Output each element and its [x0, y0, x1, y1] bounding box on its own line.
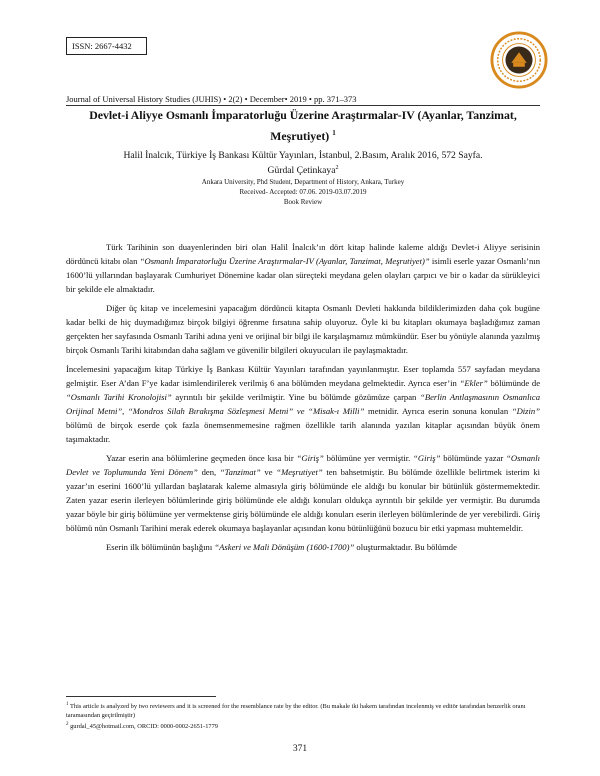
reviewer-footnote-ref: 2 — [335, 165, 339, 171]
paragraph-5: Eserin ilk bölümünün başlığını “Askeri ve Mali Dönüşüm (1600-1700)” oluşturmaktadır. Bu bölümde — [106, 542, 457, 552]
footnote-2: $^2$ gurdal_45@hotmail.com, ORCID: 0000-0002-2651-1779 — [66, 722, 218, 731]
paragraph-4: Yazar eserin ana bölümlerine geçmeden önce kısa bir “Giriş” bölümüne yer vermiştir. “Giriş” bölümünde yazar “Osmanlı Devlet ve Toplumunda Yeni Dönem” den, “Tanzimat” ve “Meşrutiyet” ten bahsetmiştir. Bu bölümde özellikle belirtmek isterim ki yazar’ın eserini 1600’lü yıllardan başlatarak kaleme almasıyla giriş bölümünde ele aldığı bu konular bir bütünlük göstermemektedir. Zaten yazar eserin ilerleyen bölümlerinde giriş bölümünde ele aldığı konuları oldukça ayrıntılı bir şekilde yer vermiştir. Bu durumda yazar böyle bir giriş bölümüne yer vermektense giriş bölümünde ele aldığı konuları eserin ilerleyen bölümlerinde de yer verebilirdi. Giriş bölümü nün Osmanlı Tarihini merak ederek okumaya başlayanlar açısından konu bütünlüğünü bozucu bir etki yapması muhtemeldir. — [66, 453, 540, 533]
footnote-divider — [66, 696, 216, 697]
paragraph-2: Diğer üç kitap ve incelemesini yapacağım dördüncü kitapta Osmanlı Devleti hakkında bildiklerimizden daha çok bugüne kadar belki de hiç duymadığımız birçok bilgiyi öğrenme fırsatına sahip oluyoruz. Öyle ki bu kitapları okumaya başladığımız zaman gerçekten her sayfasında Osmanlı Tarihi adına yeni ve orijinal bir bilgi ile karşılaşmamız mümkündür. Eser bu yönüyle alanında yazılmış birçok Osmanlı Tarihi kitabından daha sağlam ve güvenilir bilgileri okuyucuları ile paylaşmaktadır. — [66, 303, 540, 355]
paragraph-3: İncelemesini yapacağım kitap Türkiye İş Bankası Kültür Yayınları tarafından yayınlanmıştır. Eser toplamda 557 sayfadan meydana gelmiştir. Eser A’dan F’ye kadar isimlendirilerek verilmiş 6 ana bölümden meydana gelmektedir. Ayrıca eser’in “Ekler” bölümünde de “Osmanlı Tarihi Kronolojisi” ayrıntılı bir şekilde verilmiştir. Yine bu bölümde gözümüze çarpan “Berlin Antlaşmasının Osmanlıca Orijinal Metni”, “Mondros Silah Bırakışma Sözleşmesi Metni” ve “Misak-ı Milli” metnidir. Ayrıca eserin sonuna konulan “Dizin” bölümü de birçok eserde çok fazla önemsenmemesine rağmen özellikle tarih alanında yazılan kitaplar açısından büyük önem taşımaktadır. — [66, 364, 541, 444]
issn-box — [66, 37, 147, 55]
article-body — [66, 240, 540, 559]
affiliation: Ankara University, Phd Student, Department of History, Ankara, Turkey — [201, 178, 405, 186]
received-accepted-dates: Received- Accepted: 07.06. 2019-03.07.2019 — [239, 188, 367, 196]
article-title — [66, 106, 540, 145]
reviewer-name: Gürdal Çetinkaya$^2$ — [267, 165, 339, 177]
footnote-1: $^1$ This article is analyzed by two reviewers and it is screened for the resemblance rate by the editor. (Bu makale iki hakem tarafından incelenmiş ve editör tarafından benzerlik oranı taramasından geçirilmiştir) — [66, 702, 526, 720]
title-line-2: Meşrutiyet) $^1$ — [270, 128, 336, 143]
footnotes — [66, 700, 540, 731]
article-type: Book Review — [283, 198, 323, 206]
journal-citation-line: Journal of Universal History Studies (JUHIS) • 2(2) • December• 2019 • pp. 371–373 — [66, 94, 540, 106]
journal-seal-logo-icon — [490, 31, 548, 89]
book-info: Halil İnalcık, Türkiye İş Bankası Kültür Yayınları, İstanbul, 2.Basım, Aralık 2016, 572 Sayfa. — [123, 150, 483, 161]
page-number: 371 — [292, 744, 308, 754]
title-line-1: Devlet-i Aliyye Osmanlı İmparatorluğu Üzerine Araştırmalar-IV (Ayanlar, Tanzimat, — [89, 108, 517, 122]
title-footnote-ref: 1 — [332, 129, 336, 137]
paragraph-1: Türk Tarihinin son duayenlerinden biri olan Halil İnalcık’ın dört kitap halinde kaleme aldığı Devlet-i Aliyye serisinin dördüncü kitabı olan “Osmanlı İmparatorluğu Üzerine Araştırmalar-IV (Ayanlar, Tanzimat, Meşrutiyet)” isimli eserle yazar Osmanlı’nın 1600’lü yıllarından başlayarak Cumhuriyet Dönemine kadar olan süreçteki meydana gelen olayları çarpıcı ve bir o kadar da sürükleyici bir şekilde ele almaktadır. — [66, 242, 540, 294]
issn-text: ISSN: 2667-4432 — [72, 41, 132, 51]
